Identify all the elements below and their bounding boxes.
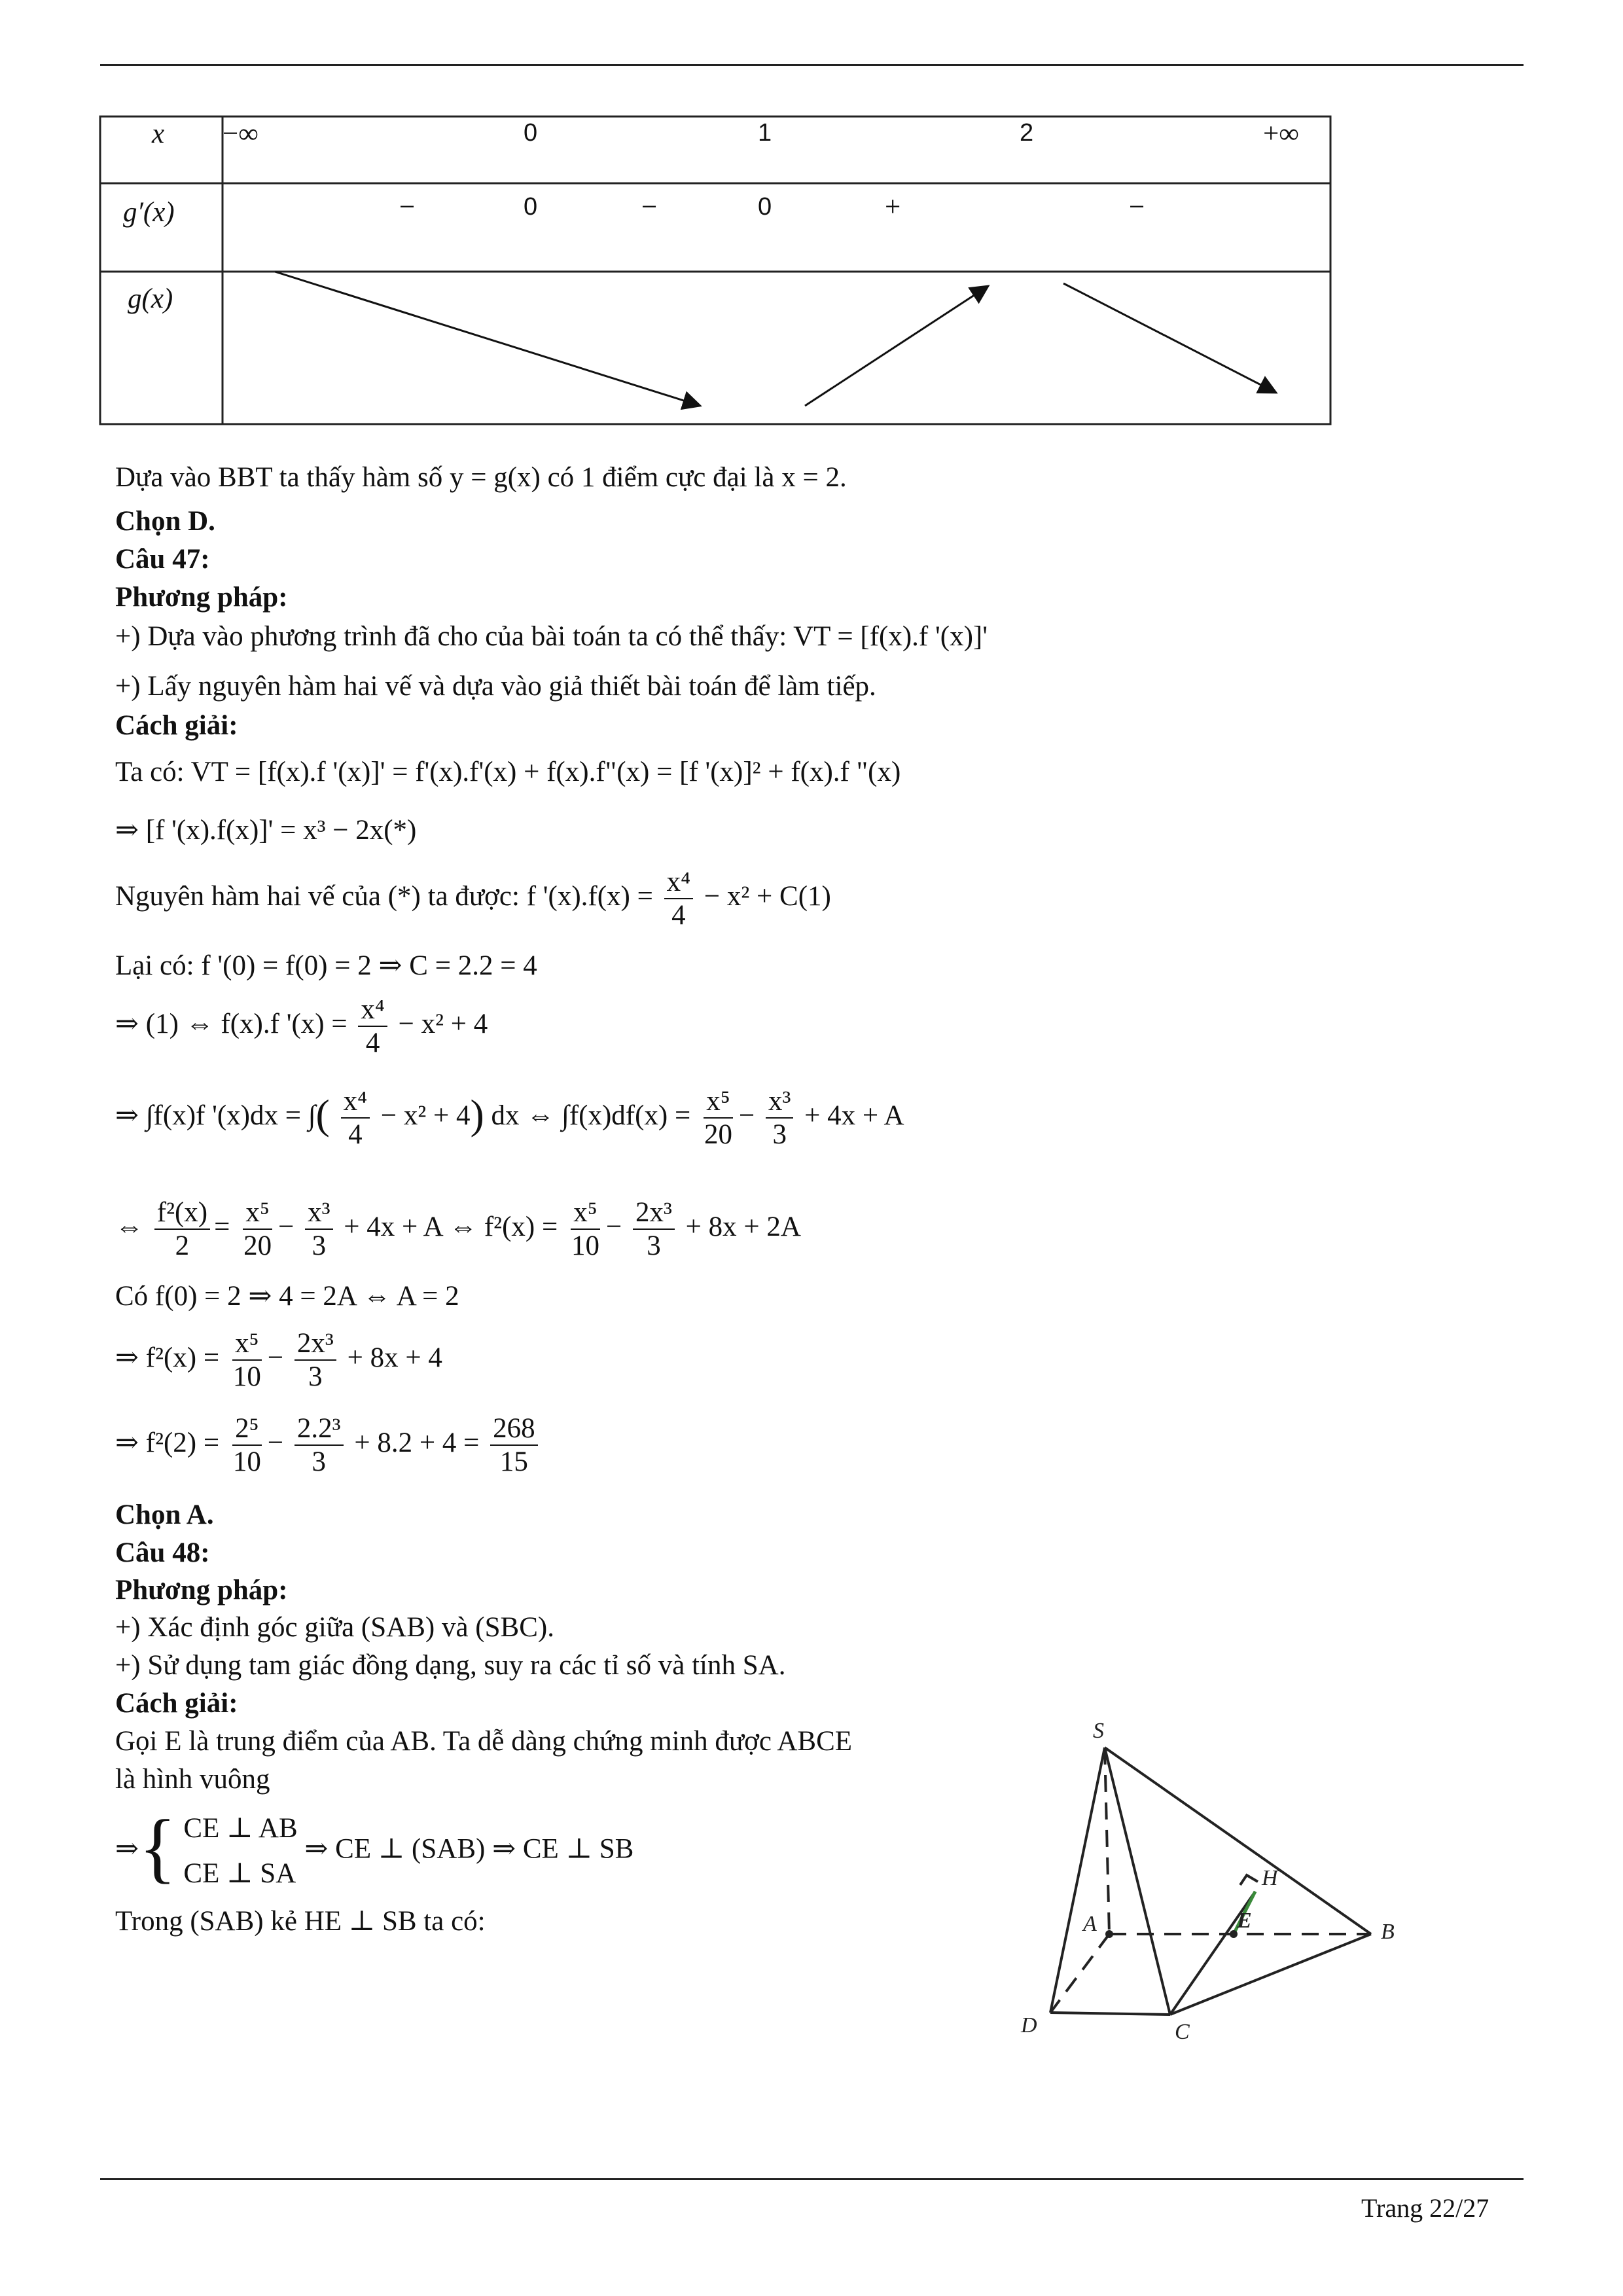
- chon-a: Chọn A.: [115, 1499, 214, 1530]
- x-val-minus-inf: −∞: [223, 118, 259, 149]
- eq-6-b: − x² + 4: [380, 1100, 471, 1132]
- eq-5-prefix: ⇒ (1) ⇔ f(x).f '(x) =: [115, 1009, 348, 1040]
- eq-9: ⇒ f²(x) = $\frac{\text{x⁵}}{10}$ − $\frac{\text{2x³}}{3}$ + 8x + 4: [115, 1328, 442, 1393]
- eq-2: ⇒ [f '(x).f(x)]' = x³ − 2x(*): [115, 815, 417, 846]
- eq-3-prefix: Nguyên hàm hai vế của (*) ta được: f '(x).f(x) =: [115, 881, 653, 912]
- frac-2x3-3: $\frac{\text{2x³}}{3}$: [633, 1198, 675, 1261]
- solution-2-line-3: Trong (SAB) kẻ HE ⊥ SB ta có:: [115, 1906, 486, 1937]
- eq-10-a: ⇒ f²(2) =: [115, 1427, 220, 1459]
- eq-7-a: ⇔: [115, 1211, 143, 1243]
- gp-zero-1: 0: [524, 193, 538, 221]
- eq-7-b: + 4x + A ⇔ f²(x) =: [344, 1211, 558, 1243]
- label-B: B: [1381, 1920, 1395, 1944]
- eq-3-suffix: − x² + C(1): [704, 881, 831, 912]
- header-rule: [100, 64, 1524, 66]
- method-heading-1: Phương pháp:: [115, 582, 288, 613]
- x-val-2: 2: [1020, 119, 1034, 147]
- frac-x3-3: $\frac{\text{x³}}{3}$: [766, 1086, 793, 1149]
- method-1-line-b: +) Lấy nguyên hàm hai vế và dựa vào giả thiết bài toán để làm tiếp.: [115, 671, 876, 702]
- eq-6-a: ⇒ ∫f(x)f '(x)dx = ∫: [115, 1100, 316, 1132]
- gp-zero-2: 0: [758, 193, 772, 221]
- solution-heading-2: Cách giải:: [115, 1688, 238, 1719]
- eq-10-b: + 8.2 + 4 =: [354, 1427, 480, 1459]
- eq-1: Ta có: VT = [f(x).f '(x)]' = f'(x).f'(x) + f(x).f"(x) = [f '(x)]² + f(x).f "(x): [115, 757, 901, 787]
- page-number: Trang 22/27: [1361, 2193, 1489, 2223]
- footer-rule: [100, 2178, 1524, 2180]
- conclusion-line: Dựa vào BBT ta thấy hàm số y = g(x) có 1 điểm cực đại là x = 2.: [115, 462, 847, 493]
- variation-table: [98, 115, 1335, 429]
- frac-x5-20-b: $\frac{\text{x⁵}}{20}$: [243, 1197, 272, 1262]
- frac-x3-3-b: $\frac{\text{x³}}{3}$: [305, 1198, 332, 1261]
- cau-47-heading: Câu 47:: [115, 544, 210, 575]
- frac-2x3-3-b: $\frac{\text{2x³}}{3}$: [294, 1329, 336, 1391]
- label-E: E: [1237, 1909, 1252, 1933]
- solution-2-line-2: là hình vuông: [115, 1764, 270, 1795]
- gp-sign-4: −: [1129, 192, 1145, 223]
- chon-d: Chọn D.: [115, 506, 215, 537]
- gp-sign-1: −: [399, 192, 416, 223]
- frac-f2x-2: $\frac{\text{f²(x)}}{2}$: [154, 1198, 210, 1261]
- label-H: H: [1262, 1866, 1278, 1890]
- eq-6-d: + 4x + A: [804, 1100, 904, 1132]
- method-2-line-b: +) Sử dụng tam giác đồng dạng, suy ra các tỉ số và tính SA.: [115, 1650, 786, 1681]
- eq-4: Lại có: f '(0) = f(0) = 2 ⇒ C = 2.2 = 4: [115, 950, 537, 981]
- label-D: D: [1021, 2013, 1037, 2037]
- x-val-0: 0: [524, 119, 538, 147]
- eq-7-c: + 8x + 2A: [685, 1211, 801, 1243]
- method-heading-2: Phương pháp:: [115, 1575, 288, 1605]
- x-val-plus-inf: +∞: [1263, 118, 1299, 149]
- label-C: C: [1175, 2020, 1190, 2044]
- eq-5-suffix: − x² + 4: [398, 1009, 488, 1040]
- eq-9-b: + 8x + 4: [347, 1342, 442, 1374]
- table-x-label: x: [152, 118, 165, 149]
- pyramid-figure: [1008, 1702, 1440, 2055]
- eq-6-c: dx ⇔ ∫f(x)df(x) =: [491, 1100, 691, 1132]
- frac-268-15: $\frac{268}{15}$: [490, 1414, 538, 1477]
- system-suffix: ⇒ CE ⊥ (SAB) ⇒ CE ⊥ SB: [304, 1833, 634, 1865]
- frac-223-3: $\frac{\text{2.2³}}{3}$: [294, 1414, 344, 1477]
- eq-9-a: ⇒ f²(x) =: [115, 1342, 220, 1374]
- frac-x5-20: $\frac{\text{x⁵}}{20}$: [704, 1086, 732, 1151]
- eq-10: ⇒ f²(2) = $\frac{\text{2⁵}}{10}$ − $\frac{\text{2.2³}}{3}$ + 8.2 + 4 = $\frac{268}{15}$: [115, 1414, 542, 1477]
- eq-6: ⇒ ∫f(x)f '(x)dx = ∫( $\frac{\text{x⁴}}{4}$ − x² + 4) dx ⇔ ∫f(x)df(x) = $\frac{\text{x⁵}}{20}$ − $\frac{\text{x³}}{3}$ + 4x + A: [115, 1086, 904, 1151]
- frac-x5-10: $\frac{\text{x⁵}}{10}$: [571, 1197, 599, 1262]
- eq-5: [115, 995, 488, 1058]
- frac-x5-10-b: $\frac{\text{x⁵}}{10}$: [232, 1328, 261, 1393]
- gp-sign-2: −: [641, 192, 658, 223]
- frac-2p5-10: $\frac{\text{2⁵}}{10}$: [232, 1413, 261, 1478]
- eq-3: [115, 867, 831, 930]
- label-S: S: [1093, 1719, 1104, 1743]
- method-1-line-a: +) Dựa vào phương trình đã cho của bài toán ta có thể thấy: VT = [f(x).f '(x)]': [115, 621, 988, 652]
- decrease-arrow-2: [1063, 283, 1276, 393]
- table-gp-label: g′(x): [123, 197, 175, 228]
- solution-2-line-1: Gọi E là trung điểm của AB. Ta dễ dàng chứng minh được ABCE: [115, 1726, 853, 1757]
- system-row-1: CE ⊥ AB: [183, 1813, 298, 1844]
- eq-7: ⇔ $\frac{\text{f²(x)}}{2}$ = $\frac{\text{x⁵}}{20}$ − $\frac{\text{x³}}{3}$ + 4x + A ⇔ f²(x) = $\frac{\text{x⁵}}{10}$ − $\frac{\text{2x³}}{3}$ + 8x + 2A: [115, 1197, 801, 1262]
- solution-heading-1: Cách giải:: [115, 710, 238, 741]
- frac-x4-4-c: $\frac{\text{x⁴}}{4}$: [341, 1086, 370, 1149]
- label-A: A: [1083, 1912, 1097, 1936]
- frac-x4-4: $\frac{\text{x⁴}}{4}$: [664, 867, 694, 930]
- system-eq: ⇒{ CE ⊥ AB CE ⊥ SA ⇒ CE ⊥ (SAB) ⇒ CE ⊥ SB: [115, 1806, 633, 1897]
- increase-arrow: [805, 286, 988, 406]
- x-val-1: 1: [758, 119, 772, 147]
- table-g-label: g(x): [128, 283, 173, 314]
- eq-8: Có f(0) = 2 ⇒ 4 = 2A ⇔ A = 2: [115, 1281, 459, 1312]
- system-row-2: CE ⊥ SA: [183, 1857, 296, 1889]
- method-2-line-a: +) Xác định góc giữa (SAB) và (SBC).: [115, 1612, 554, 1643]
- gp-sign-3: +: [885, 192, 901, 223]
- decrease-arrow-1: [275, 272, 700, 406]
- cau-48-heading: Câu 48:: [115, 1537, 210, 1568]
- frac-x4-4-b: $\frac{\text{x⁴}}{4}$: [358, 995, 387, 1058]
